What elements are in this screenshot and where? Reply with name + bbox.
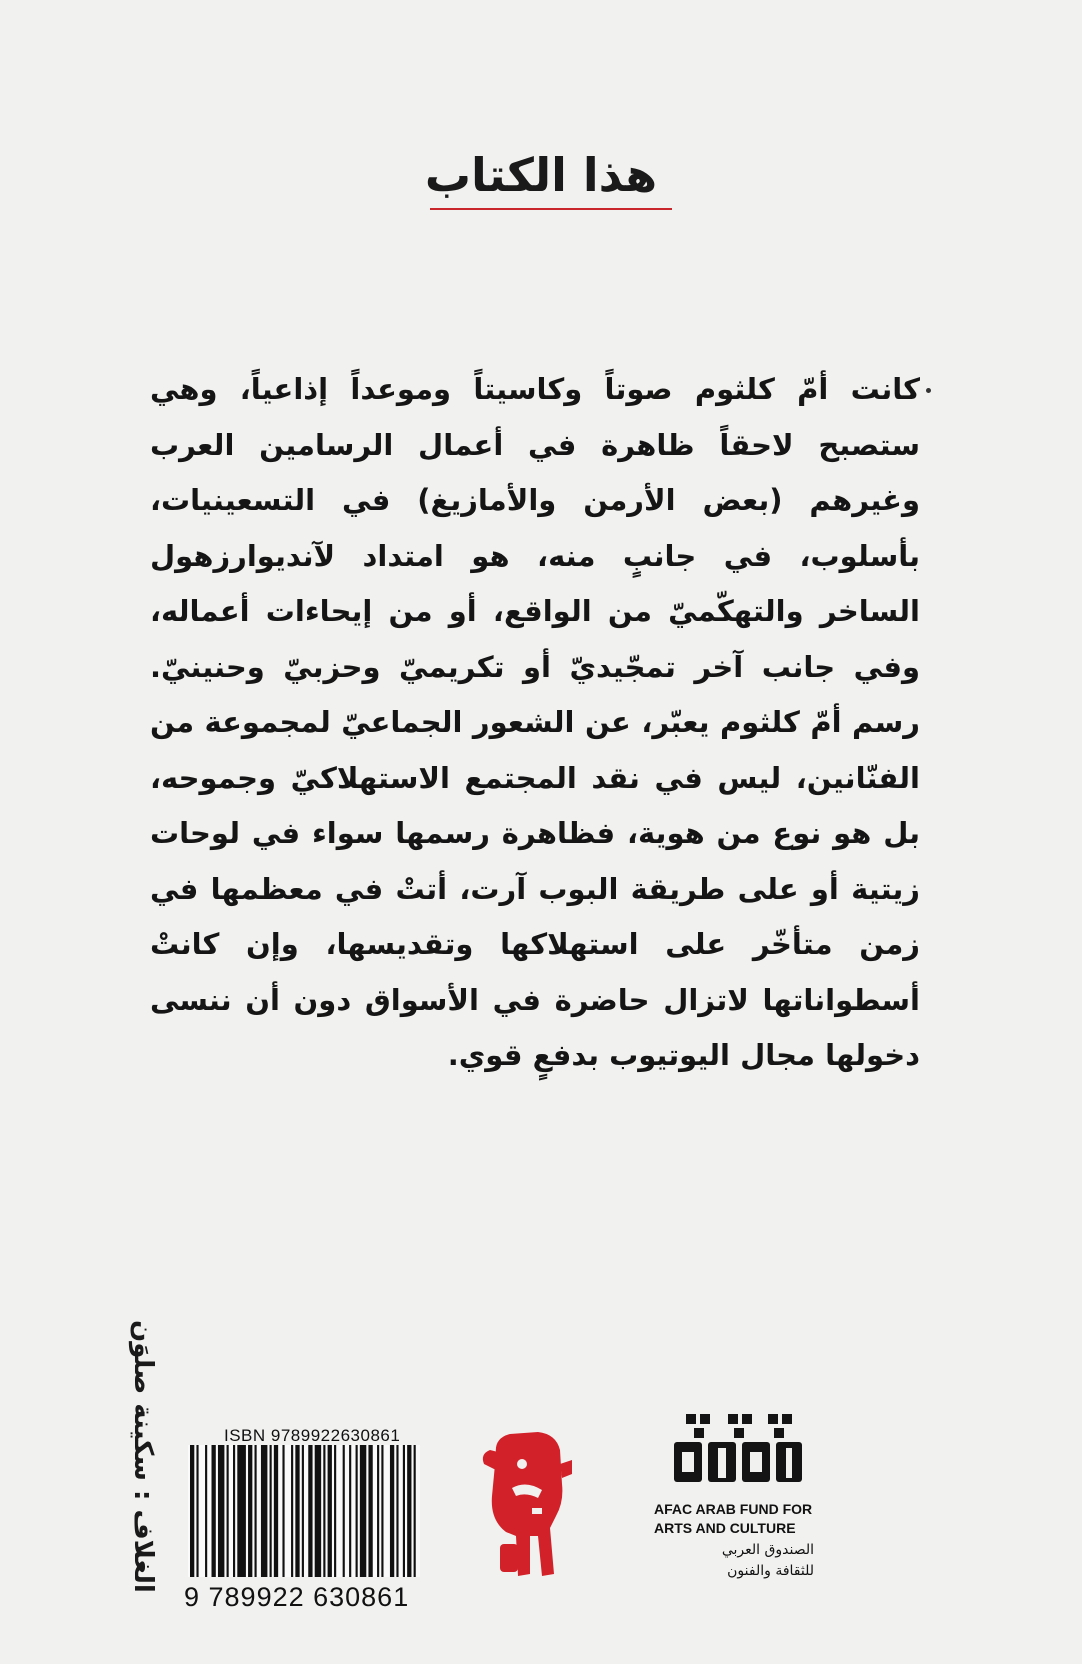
barcode-bar (295, 1445, 299, 1577)
barcode-bar (248, 1445, 252, 1577)
publisher-name-en-line2: ARTS AND CULTURE (654, 1520, 796, 1536)
barcode-bar (356, 1445, 358, 1577)
barcode-bar (282, 1445, 284, 1577)
barcode-bar (205, 1445, 207, 1577)
barcode-bar (308, 1445, 312, 1577)
barcode-bar (233, 1445, 235, 1577)
barcode-bar (360, 1445, 366, 1577)
barcode-bar (343, 1445, 345, 1577)
barcode-bar (190, 1445, 194, 1577)
barcode-bar (261, 1445, 267, 1577)
publisher-stamp-icon (476, 1424, 576, 1584)
barcode-bar (328, 1445, 332, 1577)
barcode-bar (237, 1445, 246, 1577)
barcode-bar (414, 1445, 416, 1577)
decorative-dot (926, 388, 931, 393)
barcode-bars (188, 1445, 420, 1577)
barcode-bar (377, 1445, 379, 1577)
afac-logo-icon (668, 1408, 808, 1488)
barcode-bar (291, 1445, 293, 1577)
publisher-name-ar-line2: للثقافة والفنون (727, 1563, 814, 1579)
barcode-bar (349, 1445, 351, 1577)
barcode-bar (323, 1445, 325, 1577)
publisher-name-ar-line1: الصندوق العربي (721, 1542, 814, 1558)
barcode-bar (403, 1445, 405, 1577)
publisher-name-ar (654, 1540, 814, 1582)
barcode-bar (334, 1445, 336, 1577)
barcode-bar (227, 1445, 229, 1577)
barcode-bar (390, 1445, 394, 1577)
barcode-bar (270, 1445, 272, 1577)
publisher-name-en-line1: AFAC ARAB FUND FOR (654, 1501, 813, 1517)
barcode-digits: 9 789922 630861 (184, 1582, 410, 1612)
publisher-name-en (654, 1500, 854, 1538)
page-title: هذا الكتاب (424, 148, 658, 202)
barcode-bar (315, 1445, 321, 1577)
barcode-bar (396, 1445, 398, 1577)
barcode-bar (302, 1445, 304, 1577)
barcode-bar (218, 1445, 224, 1577)
barcode-bar (368, 1445, 372, 1577)
barcode (188, 1445, 420, 1577)
barcode-bar (212, 1445, 216, 1577)
barcode-bar (274, 1445, 278, 1577)
blurb-paragraph: كانت أمّ كلثوم صوتاً وكاسيتاً وموعداً إذاعياً، وهي ستصبح لاحقاً ظاهرة في أعمال الرسامين العرب وغيرهم (بعض الأرمن والأمازيغ) في التسعينيات، بأسلوب، في جانبٍ منه، هو امتداد لآنديوارزهول الساخر والتهكّميّ من الواقع، أو من إيحاءات أعماله، وفي جانب آخر تمجّيديّ أو تكريميّ وحزبيّ وحنينيّ. رسم أمّ كلثوم يعبّر، عن الشعور الجماعيّ لمجموعة من الفنّانين، ليس في نقد المجتمع الاستهلاكيّ وجموحه، بل هو نوع من هوية، فظاهرة رسمها سواء في لوحات زيتية أو على طريقة البوب آرت، أتتْ في معظمها في زمن متأخّر على استهلاكها وتقديسها، وإن كانتْ أسطواناتها لاتزال حاضرة في الأسواق دون أن ننسى دخولها مجال اليوتيوب بدفعٍ قوي. (150, 372, 920, 1072)
title-underline (430, 208, 672, 210)
cover-credit: الغلاف : سكينة صلوَن (128, 1320, 158, 1593)
barcode-bar (381, 1445, 383, 1577)
isbn-label: ISBN 9789922630861 (224, 1426, 401, 1445)
barcode-bar (196, 1445, 198, 1577)
barcode-bar (407, 1445, 411, 1577)
barcode-bar (255, 1445, 257, 1577)
